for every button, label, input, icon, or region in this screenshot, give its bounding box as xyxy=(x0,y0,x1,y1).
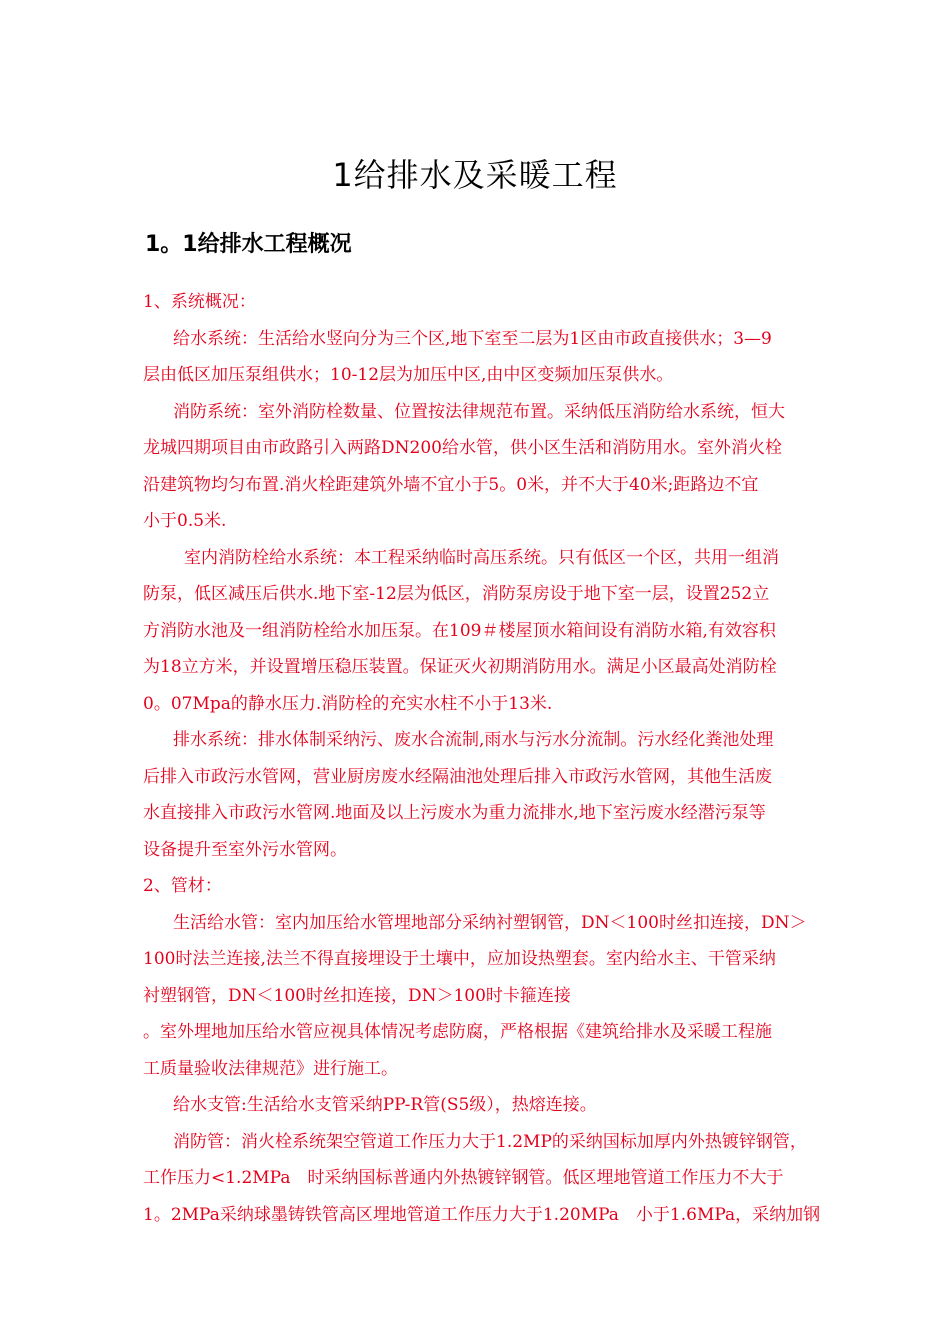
paragraph-line: 生活给水管：室内加压给水管埋地部分采纳衬塑钢管，DN＜100时丝扣连接，DN＞ xyxy=(173,912,807,933)
paragraph-line: 室内消防栓给水系统：本工程采纳临时高压系统。只有低区一个区，共用一组消 xyxy=(184,547,779,568)
body-text xyxy=(143,284,873,1233)
paragraph-line: 沿建筑物均匀布置.消火栓距建筑外墙不宜小于5。0米，并不大于40米;距路边不宜 xyxy=(143,474,759,495)
paragraph-line: 衬塑钢管，DN＜100时丝扣连接，DN＞100时卡箍连接 xyxy=(143,985,571,1006)
paragraph-line: 消防系统：室外消防栓数量、位置按法律规范布置。采纳低压消防给水系统，恒大 xyxy=(173,401,785,422)
paragraph-line: 给水系统：生活给水竖向分为三个区,地下室至二层为1区由市政直接供水；3—9 xyxy=(173,328,772,349)
paragraph-line: 100时法兰连接,法兰不得直接埋设于土壤中，应加设热塑套。室内给水主、干管采纳 xyxy=(143,949,776,969)
paragraph-line: 工质量验收法律规范》进行施工。 xyxy=(143,1058,398,1079)
paragraph-line: 给水支管:生活给水支管采纳PP-R管(S5级），热熔连接。 xyxy=(173,1095,597,1115)
paragraph-line: 1。2MPa采纳球墨铸铁管高区埋地管道工作压力大于1.20MPa 小于1.6MPa，采纳加钢 xyxy=(143,1204,821,1225)
paragraph-line: 消防管：消火栓系统架空管道工作压力大于1.2MP的采纳国标加厚内外热镀锌钢管， xyxy=(173,1131,807,1152)
paragraph-line: 层由低区加压泵组供水；10-12层为加压中区,由中区变频加压泵供水。 xyxy=(143,365,674,385)
paragraph-line: 设备提升至室外污水管网。 xyxy=(143,839,347,860)
document-title: 1给排水及采暖工程 xyxy=(332,156,618,194)
paragraph-line: 后排入市政污水管网，营业厨房废水经隔油池处理后排入市政污水管网，其他生活废 xyxy=(143,766,772,787)
paragraph-line: 水直接排入市政污水管网.地面及以上污废水为重力流排水,地下室污废水经潜污泵等 xyxy=(143,803,766,823)
paragraph-line: 龙城四期项目由市政路引入两路DN200给水管，供小区生活和消防用水。室外消火栓 xyxy=(143,438,782,458)
subsection-label-pipe-materials: 2、管材： xyxy=(143,876,222,896)
subsection-label-system-overview: 1、系统概况： xyxy=(143,292,256,312)
paragraph-line: 。室外埋地加压给水管应视具体情况考虑防腐，严格根据《建筑给排水及采暖工程施 xyxy=(143,1022,772,1042)
paragraph-line: 0。07Mpa的静水压力.消防栓的充实水柱不小于13米. xyxy=(143,693,553,714)
paragraph-line: 方消防水池及一组消防栓给水加压泵。在109＃楼屋顶水箱间设有消防水箱,有效容积 xyxy=(143,620,776,641)
paragraph-line: 为18立方米，并设置增压稳压装置。保证灭火初期消防用水。满足小区最高处消防栓 xyxy=(143,657,777,677)
paragraph-line: 排水系统：排水体制采纳污、废水合流制,雨水与污水分流制。污水经化粪池处理 xyxy=(173,730,774,750)
section-heading: 1。1给排水工程概况 xyxy=(145,232,352,257)
paragraph-line: 防泵，低区减压后供水.地下室-12层为低区，消防泵房设于地下室一层，设置252立 xyxy=(143,584,770,604)
paragraph-line: 小于0.5米. xyxy=(143,511,227,531)
paragraph-line: 工作压力<1.2MPa 时采纳国标普通内外热镀锌钢管。低区埋地管道工作压力不大于 xyxy=(143,1168,784,1188)
